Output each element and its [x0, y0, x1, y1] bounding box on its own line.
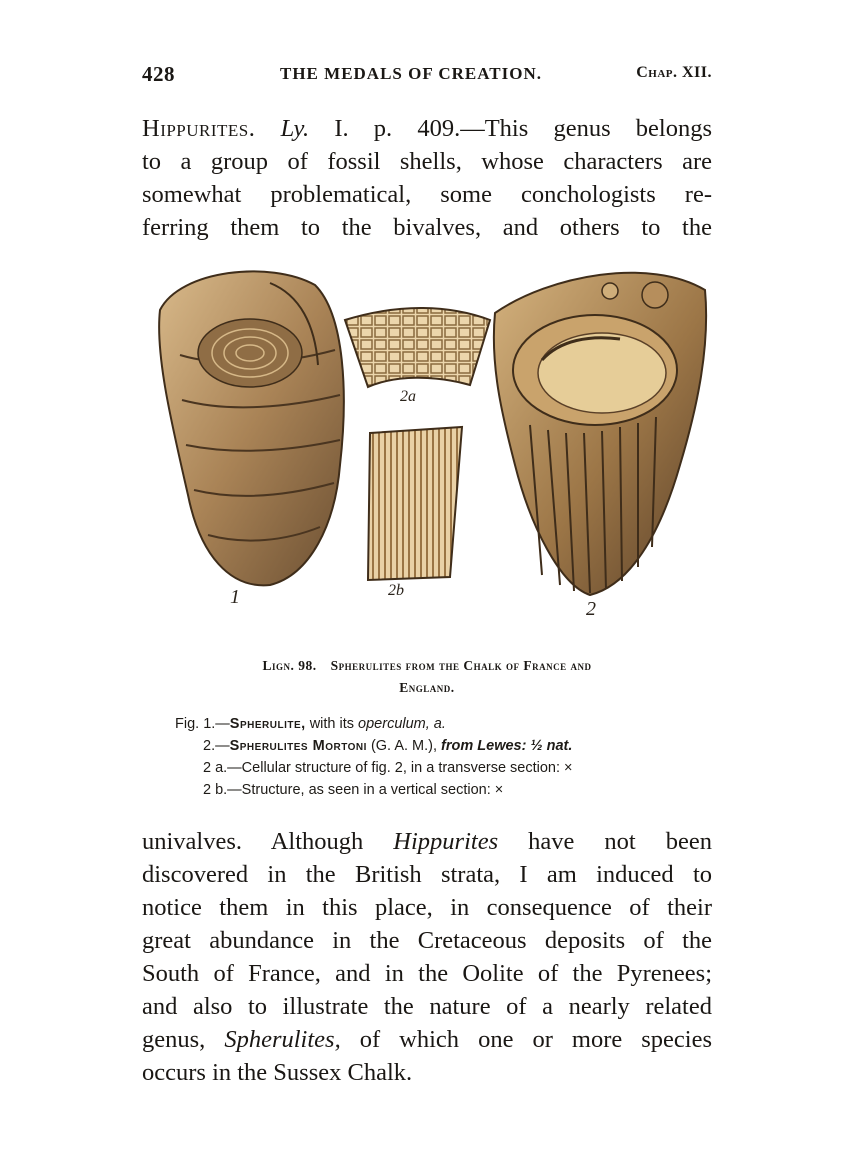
text-line: notice them in this place, in consequence of their — [142, 894, 712, 921]
figure-1-spherulite — [159, 271, 344, 585]
caption-title: Spherulites from the Chalk of France and — [330, 658, 592, 673]
text-line: great abundance in the Cretaceous deposits of the — [142, 927, 712, 954]
figure-caption — [142, 655, 712, 699]
paragraph-hippurites — [142, 112, 712, 244]
caption-label: Lign. 98. — [262, 658, 317, 673]
figure-label-1: 1 — [230, 586, 240, 608]
engraving-svg — [150, 255, 710, 630]
text-line — [142, 1023, 712, 1056]
figure-2-spherulites-mortoni — [494, 273, 706, 595]
text-span: with its — [305, 716, 359, 732]
text-line: occurs in the Sussex Chalk. — [142, 1059, 413, 1086]
text-line: discovered in the British strata, I am induced to — [142, 861, 712, 888]
text-span: genus, — [142, 1026, 206, 1053]
text-span: I. p. 409.—This genus belongs — [334, 115, 713, 142]
text-line: South of France, and in the Oolite of the Pyrenees; — [142, 960, 712, 987]
text-line: and also to illustrate the nature of a nearly related — [142, 993, 712, 1020]
legend-row: 2 a.—Cellular structure of fig. 2, in a transverse section: × — [203, 760, 573, 776]
genus-italic: Spherulites, — [224, 1026, 341, 1053]
chapter-label: Chap. XII. — [636, 64, 712, 81]
text-span: (G. A. M.), — [366, 738, 442, 754]
legend-species: Spherulite, — [229, 716, 306, 732]
fossil-illustration — [150, 255, 710, 630]
text-span: univalves. Although — [142, 828, 364, 855]
caption-line-2: England. — [399, 680, 455, 695]
legend-italic: from Lewes: ½ nat. — [441, 738, 573, 754]
figure-label-2a: 2a — [400, 388, 416, 405]
text-span: have not been — [528, 828, 713, 855]
text-line — [142, 112, 712, 145]
text-line: ferring them to the bivalves, and others to the — [142, 214, 712, 241]
genus-italic: Hippurites — [393, 828, 499, 855]
legend-number: Fig. 1.— — [175, 716, 230, 732]
figure-2a-transverse-section — [345, 308, 490, 387]
reference-abbrev: Ly. — [280, 115, 310, 142]
page-number: 428 — [142, 62, 175, 86]
text-line: somewhat problematical, some conchologists re- — [142, 181, 712, 208]
text-line: to a group of fossil shells, whose characters are — [142, 148, 712, 175]
caption-line — [142, 655, 712, 677]
legend-number: 2.— — [203, 738, 230, 754]
text-line — [142, 825, 712, 858]
legend-row — [175, 735, 715, 757]
running-title: THE MEDALS OF CREATION. — [280, 64, 542, 83]
legend-species: Spherulites Mortoni — [229, 738, 367, 754]
text-span: of which one or more species — [359, 1026, 713, 1053]
figure-2b-vertical-section — [368, 427, 462, 580]
figure-label-2b: 2b — [388, 582, 404, 599]
legend-italic: operculum, a. — [358, 716, 446, 732]
legend-row: 2 b.—Structure, as seen in a vertical section: × — [203, 782, 504, 798]
legend-row — [175, 713, 715, 735]
running-header — [142, 62, 712, 88]
figure-label-2: 2 — [586, 598, 596, 620]
figure-legend — [175, 713, 715, 801]
paragraph-univalves — [142, 825, 712, 1089]
genus-heading: Hippurites. — [142, 115, 256, 142]
